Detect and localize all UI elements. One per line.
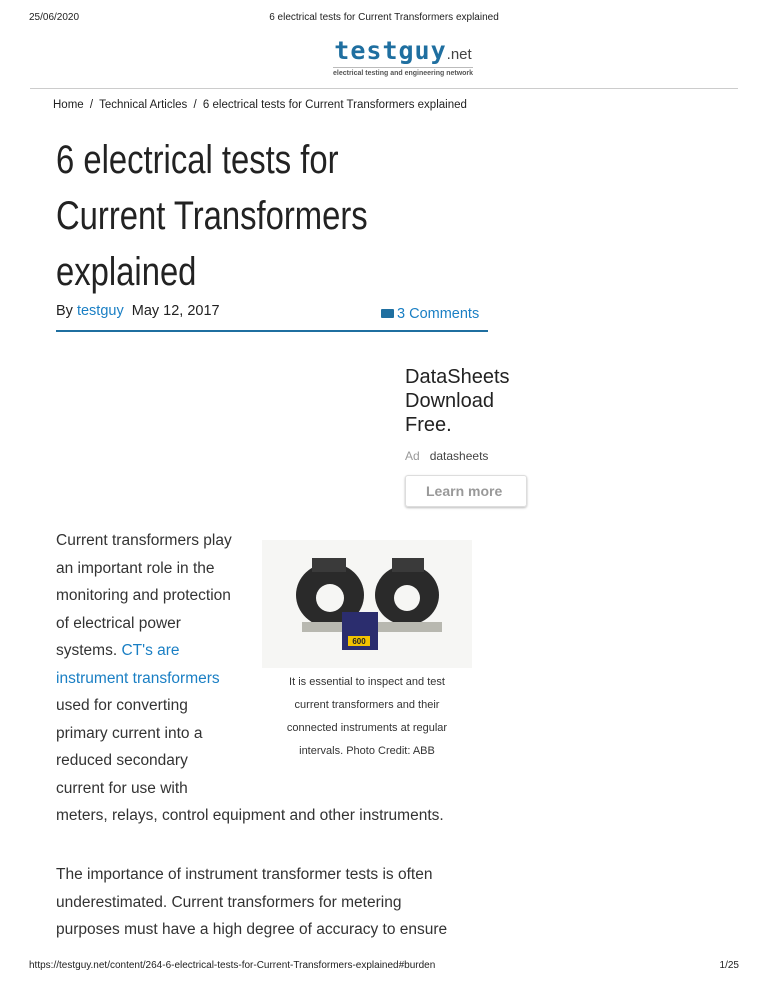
breadcrumb-sep: / xyxy=(89,99,94,111)
ad-learn-more-button[interactable]: Learn more xyxy=(405,475,527,507)
comments-link[interactable] xyxy=(381,306,479,322)
site-logo[interactable] xyxy=(333,36,473,77)
text-span: systems. xyxy=(56,642,122,659)
caption-line: It is essential to inspect and test xyxy=(289,676,445,688)
print-url: https://testguy.net/content/264-6-electrical-tests-for-Current-Transformers-explained#burden xyxy=(29,960,436,971)
title-line: Current Transformers xyxy=(56,194,368,238)
print-page-number: 1/25 xyxy=(719,960,739,971)
comment-icon xyxy=(381,309,394,318)
text-line: primary current into a xyxy=(56,724,203,742)
paragraph-2 xyxy=(56,861,447,944)
by-label: By xyxy=(56,303,73,319)
title-divider xyxy=(56,330,488,332)
title-line: 6 electrical tests for xyxy=(56,138,339,182)
breadcrumb-section[interactable]: Technical Articles xyxy=(99,99,188,111)
logo-tagline: electrical testing and engineering network xyxy=(333,67,473,77)
advertisement[interactable] xyxy=(405,365,510,515)
breadcrumb-current: 6 electrical tests for Current Transformers explained xyxy=(202,99,467,111)
logo-suffix: .net xyxy=(446,46,472,63)
ct-photo xyxy=(262,540,472,668)
ad-label: Ad xyxy=(405,449,420,463)
current-transformer-image xyxy=(262,540,472,668)
text-line: an important role in the xyxy=(56,559,215,577)
text-line: reduced secondary xyxy=(56,752,188,769)
title-line: explained xyxy=(56,250,197,294)
text-line: meters, relays, control equipment and other instruments. xyxy=(56,807,444,824)
ct-badge: 600 xyxy=(352,637,366,646)
text-line: current for use with xyxy=(56,779,188,797)
ad-domain: datasheets xyxy=(429,449,489,463)
comments-count: 3 Comments xyxy=(397,306,480,322)
text-line: of electrical power xyxy=(56,614,181,632)
instrument-transformers-link[interactable]: instrument transformers xyxy=(56,669,220,687)
breadcrumb-home[interactable]: Home xyxy=(53,99,84,111)
ad-line: Download xyxy=(405,390,494,412)
breadcrumb xyxy=(53,99,467,111)
text-line: monitoring and protection xyxy=(56,587,231,604)
text-line: underestimated. Current transformers for metering xyxy=(56,893,402,911)
print-date: 25/06/2020 xyxy=(29,12,80,23)
page-title xyxy=(56,132,482,300)
ad-headline xyxy=(405,365,510,437)
author-link[interactable]: testguy xyxy=(76,303,124,319)
photo-caption xyxy=(262,671,472,763)
logo-text: testguy xyxy=(334,36,447,65)
ad-line: DataSheets xyxy=(405,366,510,388)
post-date: May 12, 2017 xyxy=(131,303,220,319)
caption-line: intervals. Photo Credit: ABB xyxy=(299,745,435,757)
breadcrumb-sep: / xyxy=(193,99,197,111)
print-title: 6 electrical tests for Current Transformers explained xyxy=(269,12,499,23)
caption-line: current transformers and their xyxy=(294,699,440,711)
text-line: The importance of instrument transformer tests is often xyxy=(56,866,433,883)
ad-line: Free. xyxy=(405,414,452,436)
ct-link[interactable]: CT's are xyxy=(121,642,180,659)
caption-line: connected instruments at regular xyxy=(286,722,448,734)
text-line: used for converting xyxy=(56,697,188,714)
text-line: purposes must have a high degree of accuracy to ensure xyxy=(56,921,448,938)
text-line: Current transformers play xyxy=(56,532,232,549)
header-divider xyxy=(30,88,738,89)
byline xyxy=(56,303,220,319)
